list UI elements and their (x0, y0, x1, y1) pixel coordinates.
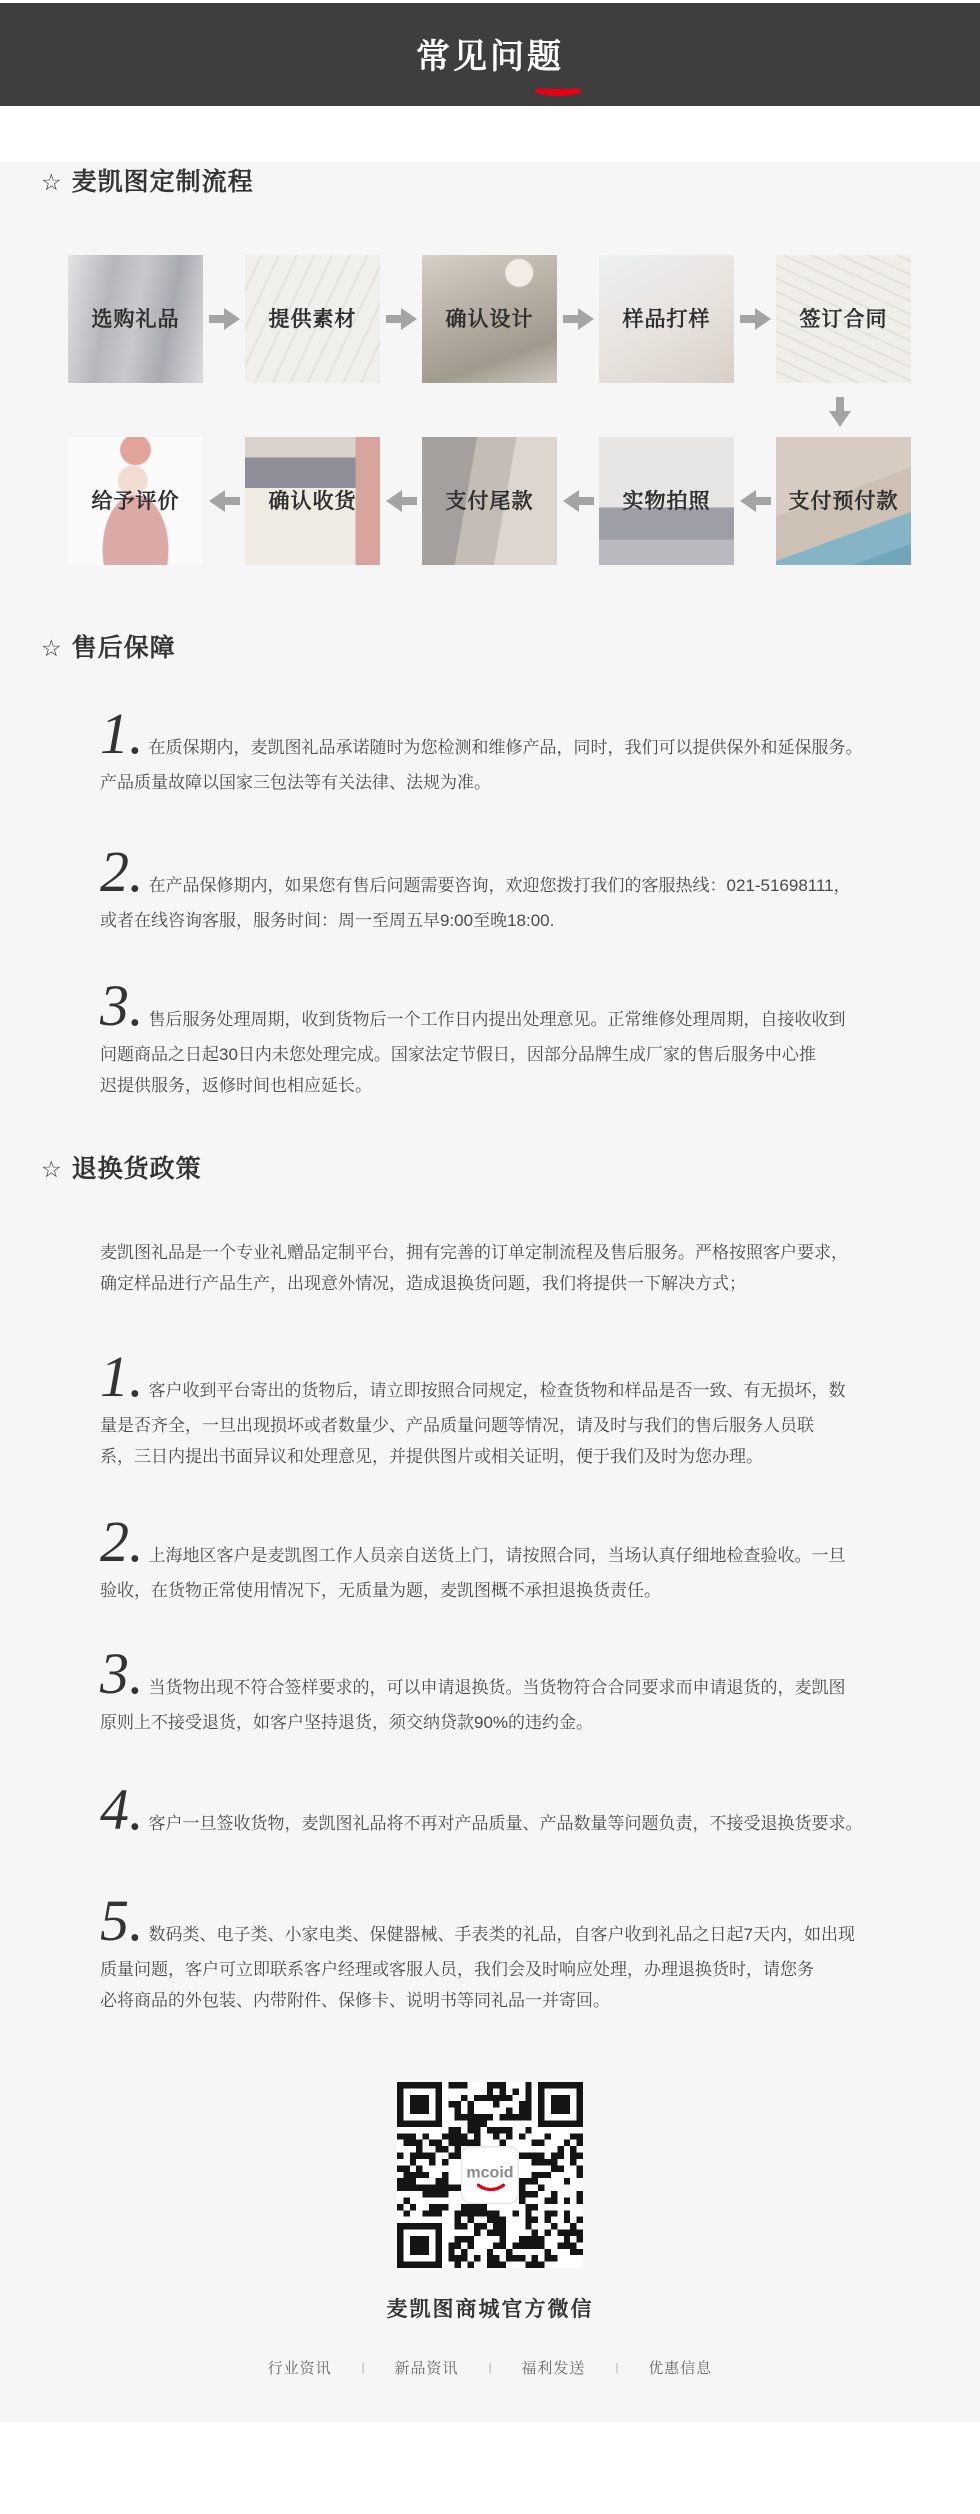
section-heading-aftersales (41, 628, 980, 664)
page-title: 常见问题 (416, 38, 564, 76)
separator: | (488, 2361, 492, 2374)
item-text-line: 在产品保修期内，如果您有售后问题需要咨询，欢迎您拨打我们的客服热线：021-51698111， (148, 876, 851, 895)
item-text-line: 或者在线咨询客服，服务时间：周一至周五早9:00至晚18:00. (100, 911, 555, 930)
returns-item-1 (0, 1343, 980, 1472)
item-text-line: 必将商品的外包装、内带附件、保修卡、说明书等同礼品一并寄回。 (100, 1991, 610, 2010)
star-icon: ☆ (41, 169, 63, 195)
arrow-down-icon (0, 397, 980, 427)
item-text-line: 原则上不接受退货，如客户坚持退货，须交纳贷款90%的违约金。 (100, 1713, 594, 1732)
footer-link-benefits[interactable]: 福利发送 (521, 2360, 586, 2377)
separator: | (615, 2361, 619, 2374)
aftersales-item-1 (0, 700, 980, 798)
process-step-label: 样品打样 (622, 307, 711, 331)
star-icon: ☆ (41, 1156, 63, 1182)
item-number: 4. (100, 1777, 144, 1842)
returns-item-4 (0, 1776, 980, 1843)
item-text-line: 上海地区客户是麦凯图工作人员亲自送货上门，请按照合同，当场认真仔细地检查验收。一旦 (148, 1546, 846, 1565)
item-number: 1. (100, 1344, 144, 1409)
arrow-right-icon (557, 308, 599, 330)
process-flow-row-1 (68, 255, 980, 383)
item-number: 1. (100, 701, 144, 766)
page-header (0, 3, 980, 106)
item-number: 2. (100, 839, 144, 904)
process-step-label: 确认收货 (268, 489, 357, 513)
item-text-line: 数码类、电子类、小家电类、保健器械、手表类的礼品，自客户收到礼品之日起7天内，如出现 (148, 1925, 855, 1944)
process-step-label: 提供素材 (268, 307, 357, 331)
process-step-tile (599, 255, 734, 383)
page-body (0, 162, 980, 2422)
item-text-line: 当货物出现不符合签样要求的，可以申请退换货。当货物符合合同要求而申请退货的，麦凯图 (148, 1678, 846, 1697)
process-step-label: 选购礼品 (91, 307, 180, 331)
returns-item-5 (0, 1887, 980, 2016)
process-step-tile (776, 437, 911, 565)
arrow-right-icon (380, 308, 422, 330)
process-step-tile (422, 437, 557, 565)
process-step-tile (68, 255, 203, 383)
arrow-right-icon (734, 308, 776, 330)
intro-text-line: 麦凯图礼品是一个专业礼赠品定制平台，拥有完善的订单定制流程及售后服务。严格按照客户要求， (100, 1243, 848, 1262)
process-step-tile (68, 437, 203, 565)
process-step-label: 支付尾款 (445, 489, 534, 513)
process-step-label: 支付预付款 (788, 489, 899, 513)
arrow-right-icon (203, 308, 245, 330)
item-text-line: 质量问题，客户可立即联系客户经理或客服人员，我们会及时响应处理，办理退换货时，请您务 (100, 1960, 814, 1979)
footer-link-industry-news[interactable]: 行业资讯 (267, 2360, 332, 2377)
qr-code-svg (397, 2082, 583, 2268)
footer-link-promotions[interactable]: 优惠信息 (648, 2360, 713, 2377)
process-step-label: 给予评价 (91, 489, 180, 513)
qr-code-image (397, 2082, 583, 2268)
wechat-caption: 麦凯图商城官方微信 (386, 2298, 594, 2321)
item-number: 3. (100, 973, 144, 1038)
item-number: 2. (100, 1509, 144, 1574)
aftersales-item-2 (0, 838, 980, 936)
process-step-label: 实物拍照 (622, 489, 711, 513)
section-heading-text: 麦凯图定制流程 (71, 168, 254, 196)
arrow-left-icon (203, 490, 245, 512)
star-icon: ☆ (41, 635, 63, 661)
wechat-qr-block (0, 2082, 980, 2323)
item-text-line: 迟提供服务，返修时间也相应延长。 (100, 1076, 372, 1095)
process-step-tile (245, 255, 380, 383)
process-step-tile (422, 255, 557, 383)
section-heading-text: 退换货政策 (71, 1155, 202, 1183)
item-text-line: 验收，在货物正常使用情况下，无质量为题，麦凯图概不承担退换货责任。 (100, 1581, 661, 1600)
process-step-label: 确认设计 (445, 307, 534, 331)
process-step-tile (599, 437, 734, 565)
section-heading-returns (41, 1149, 980, 1185)
intro-text-line: 确定样品进行产品生产，出现意外情况，造成退换货问题，我们将提供一下解决方式； (100, 1274, 746, 1293)
footer-link-new-products[interactable]: 新品资讯 (394, 2360, 459, 2377)
item-text-line: 客户收到平台寄出的货物后，请立即按照合同规定，检查货物和样品是否一致、有无损坏，数 (148, 1381, 846, 1400)
process-step-tile (245, 437, 380, 565)
item-number: 5. (100, 1888, 144, 1953)
aftersales-item-3 (0, 972, 980, 1101)
arrow-left-icon (380, 490, 422, 512)
item-text-line: 售后服务处理周期，收到货物后一个工作日内提出处理意见。正常维修处理周期，自接收收到 (148, 1010, 846, 1029)
returns-item-2 (0, 1508, 980, 1606)
returns-intro (0, 1237, 980, 1299)
process-step-label: 签订合同 (799, 307, 888, 331)
item-text-line: 系，三日内提出书面异议和处理意见，并提供图片或相关证明，便于我们及时为您办理。 (100, 1447, 763, 1466)
red-smile-icon (530, 80, 586, 96)
section-heading-text: 售后保障 (71, 634, 176, 662)
process-step-tile (776, 255, 911, 383)
returns-item-3 (0, 1640, 980, 1738)
item-text-line: 客户一旦签收货物，麦凯图礼品将不再对产品质量、产品数量等问题负责，不接受退换货要求。 (148, 1814, 863, 1833)
footer-nav (0, 2357, 980, 2378)
item-text-line: 问题商品之日起30日内未您处理完成。国家法定节假日，因部分品牌生成厂家的售后服务中心推 (100, 1045, 816, 1064)
process-flow-row-2 (68, 437, 980, 565)
separator: | (361, 2361, 365, 2374)
arrow-left-icon (734, 490, 776, 512)
qr-logo-text: mcoid (466, 2163, 514, 2182)
item-number: 3. (100, 1641, 144, 1706)
section-heading-process (41, 162, 980, 198)
arrow-left-icon (557, 490, 599, 512)
item-text-line: 量是否齐全，一旦出现损坏或者数量少、产品质量问题等情况，请及时与我们的售后服务人员联 (100, 1416, 814, 1435)
item-text-line: 产品质量故障以国家三包法等有关法律、法规为准。 (100, 773, 491, 792)
item-text-line: 在质保期内，麦凯图礼品承诺随时为您检测和维修产品，同时，我们可以提供保外和延保服务。 (148, 738, 863, 757)
